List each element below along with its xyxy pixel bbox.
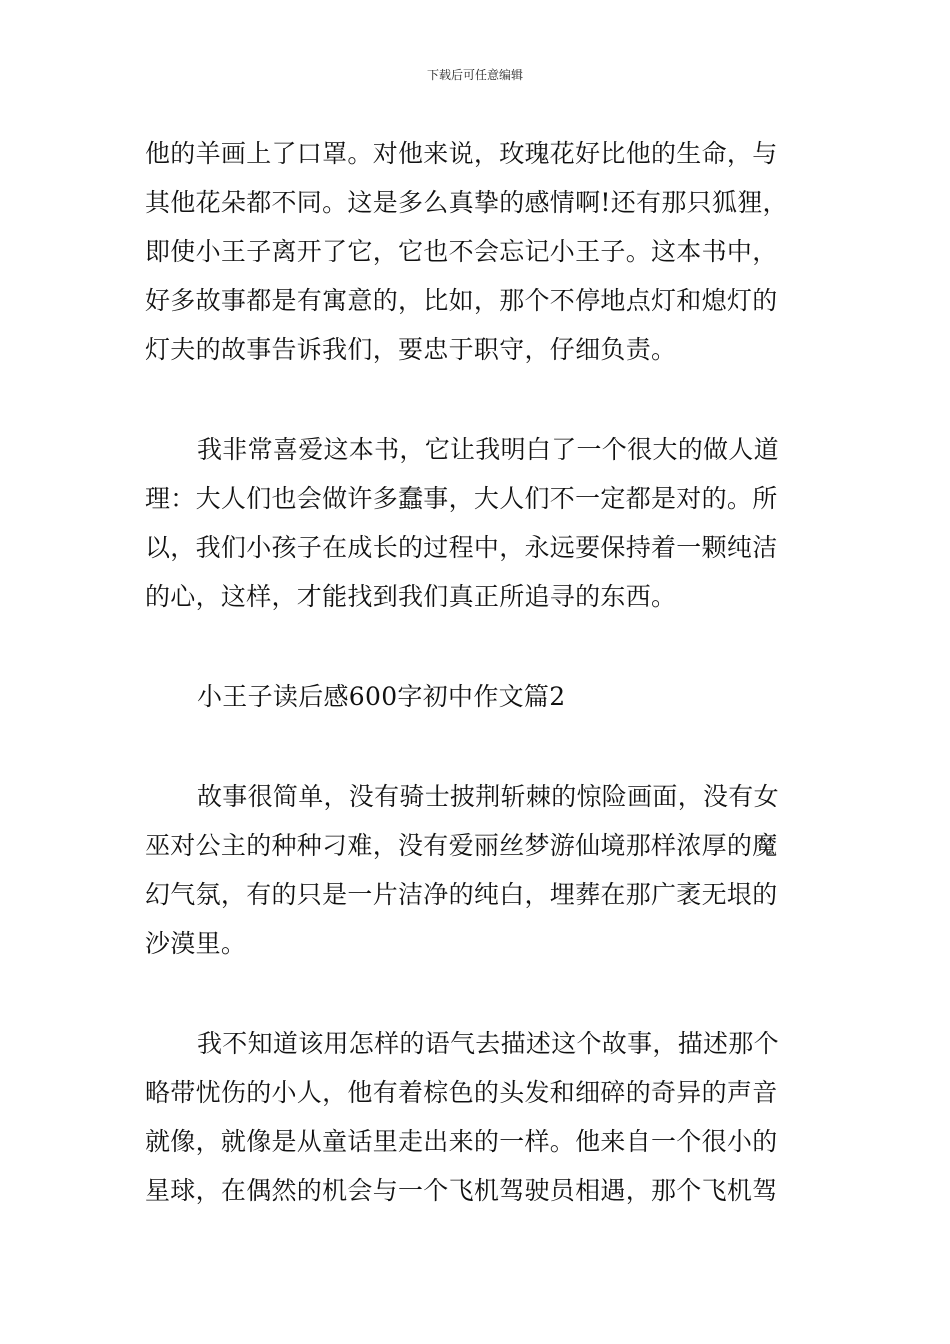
paragraph-2 — [145, 425, 810, 621]
text-line: 故事很简单，没有骑士披荆斩棘的惊险画面，没有女 — [197, 782, 779, 811]
paragraph-1 — [145, 129, 810, 374]
text-line: 的心，这样，才能找到我们真正所追寻的东西。 — [145, 582, 677, 611]
paragraph-gap — [145, 968, 810, 1019]
text-line: 就像，就像是从童话里走出来的一样。他来自一个很小的 — [145, 1127, 778, 1156]
text-line: 其他花朵都不同。这是多么真挚的感情啊!还有那只狐狸， — [145, 188, 788, 217]
paragraph-gap — [145, 721, 810, 772]
text-line: 以，我们小孩子在成长的过程中，永远要保持着一颗纯洁 — [145, 533, 778, 562]
text-line: 我不知道该用怎样的语气去描述这个故事，描述那个 — [197, 1029, 779, 1058]
text-line: 理：大人们也会做许多蠢事，大人们不一定都是对的。所 — [145, 484, 778, 513]
text-line: 幻气氛，有的只是一片洁净的纯白，埋葬在那广袤无垠的 — [145, 880, 778, 909]
text-line: 即使小王子离开了它，它也不会忘记小王子。这本书中， — [145, 237, 778, 266]
section-heading — [145, 672, 810, 721]
header-note: 下载后可任意编辑 — [426, 68, 523, 82]
text-line: 巫对公主的种种刁难，没有爱丽丝梦游仙境那样浓厚的魔 — [145, 831, 778, 860]
paragraph-gap — [145, 621, 810, 672]
text-line: 略带忧伤的小人，他有着棕色的头发和细碎的奇异的声音 — [145, 1078, 778, 1107]
text-line: 沙漠里。 — [145, 929, 247, 958]
paragraph-3 — [145, 772, 810, 968]
paragraph-4 — [145, 1019, 810, 1215]
text-line: 他的羊画上了口罩。对他来说，玫瑰花好比他的生命，与 — [145, 139, 778, 168]
text-line: 星球，在偶然的机会与一个飞机驾驶员相遇，那个飞机驾 — [145, 1176, 778, 1205]
paragraph-gap — [145, 374, 810, 425]
document-body — [145, 129, 810, 1215]
text-line: 我非常喜爱这本书，它让我明白了一个很大的做人道 — [197, 435, 779, 464]
text-line: 灯夫的故事告诉我们，要忠于职守，仔细负责。 — [145, 335, 677, 364]
heading-line: 小王子读后感600字初中作文篇2 — [197, 682, 566, 711]
text-line: 好多故事都是有寓意的，比如，那个不停地点灯和熄灯的 — [145, 286, 778, 315]
